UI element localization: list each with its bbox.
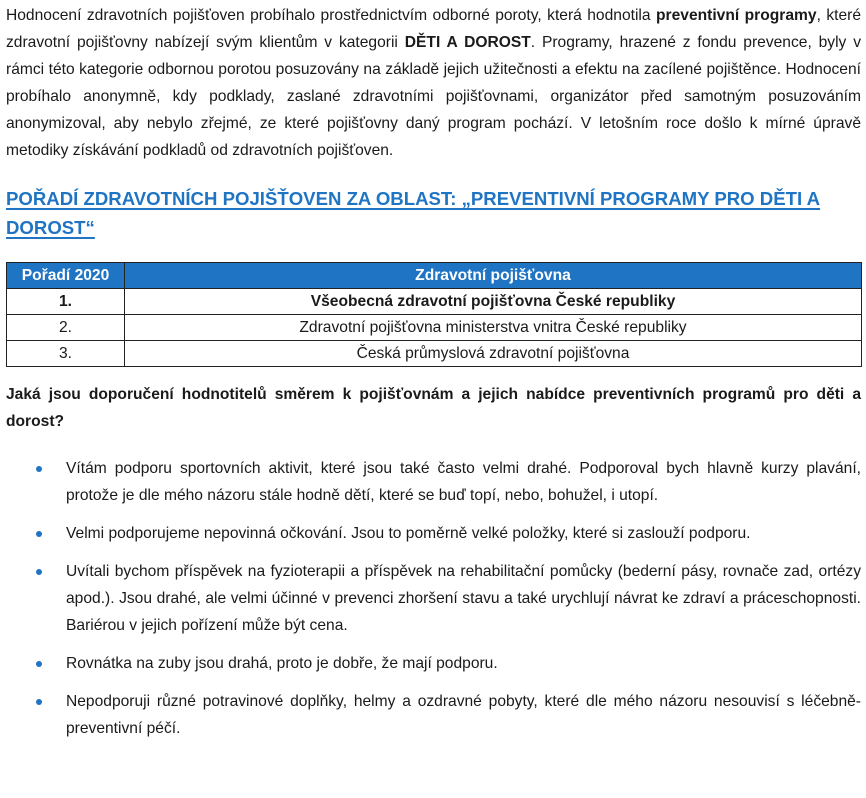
document-page: [6, 0, 861, 753]
insurer-cell: Zdravotní pojišťovna ministerstva vnitra České republiky: [125, 315, 862, 341]
recommendation-text: Rovnátka na zuby jsou drahá, proto je dobře, že mají podporu.: [66, 655, 498, 672]
question-heading: Jaká jsou doporučení hodnotitelů směrem k pojišťovnám a jejich nabídce preventivních programů pro děti a dorost?: [6, 386, 861, 430]
intro-text-2: , které zdravotní pojišťovny nabízejí svým klientům v kategorii: [6, 7, 861, 51]
rank-cell: 3.: [7, 341, 125, 367]
list-item: [6, 558, 861, 639]
recommendation-text: Velmi podporujeme nepovinná očkování. Jsou to poměrně velké položky, které si zaslouží podporu.: [66, 525, 751, 542]
list-item: [6, 688, 861, 742]
recommendation-text: Vítám podporu sportovních aktivit, které jsou také často velmi drahé. Podporoval bych hlavně kurzy plavání, protože je dle mého názoru stále hodně dětí, které se buď topí, nebo, bohužel, i utopí.: [66, 460, 861, 504]
header-insurer: Zdravotní pojišťovna: [125, 263, 862, 289]
list-item: [6, 650, 861, 677]
rank-cell: 1.: [7, 289, 125, 315]
ranking-table: [6, 262, 862, 367]
list-item: [6, 455, 861, 509]
bullet-icon: [36, 661, 42, 667]
insurer-cell: Česká průmyslová zdravotní pojišťovna: [125, 341, 862, 367]
recommendation-text: Uvítali bychom příspěvek na fyzioterapii a příspěvek na rehabilitační pomůcky (bederní pásy, rovnače zad, ortézy apod.). Jsou drahé, ale velmi účinné v prevenci zhoršení stavu a také urychlují návrat ke zdraví a práceschopnosti. Bariérou v jejich pořízení může být cena.: [66, 563, 861, 634]
bullet-icon: [36, 466, 42, 472]
intro-text-1: Hodnocení zdravotních pojišťoven probíhalo prostřednictvím odborné poroty, která hodnotila: [6, 7, 656, 24]
intro-bold-programs: preventivní programy: [656, 7, 817, 24]
table-header-row: [7, 263, 862, 289]
intro-bold-category: DĚTI A DOROST: [404, 34, 531, 51]
insurer-cell: Všeobecná zdravotní pojišťovna České republiky: [125, 289, 862, 315]
table-row: [7, 341, 862, 367]
table-row: [7, 289, 862, 315]
intro-paragraph: [6, 0, 861, 164]
header-rank: Pořadí 2020: [7, 263, 125, 289]
bullet-icon: [36, 569, 42, 575]
intro-text-3: . Programy, hrazené z fondu prevence, byly v rámci této kategorie odbornou porotou posuzovány na základě jejich užitečnosti a efektu na zacílené pojištěnce. Hodnocení probíhalo anonymně, kdy podklady, zaslané zdravotními pojišťovnami, organizátor před samotným posuzováním anonymizoval, aby nebylo zřejmé, ze které pojišťovny daný program pochází. V letošním roce došlo k mírné úpravě metodiky získávání podkladů od zdravotních pojišťoven.: [6, 34, 861, 159]
list-item: [6, 520, 861, 547]
bullet-icon: [36, 699, 42, 705]
recommendations-list: [6, 455, 861, 742]
section-heading: POŘADÍ ZDRAVOTNÍCH POJIŠŤOVEN ZA OBLAST: „PREVENTIVNÍ PROGRAMY PRO DĚTI A DOROST“: [6, 188, 821, 238]
recommendation-text: Nepodporuji různé potravinové doplňky, helmy a ozdravné pobyty, které dle mého názoru nesouvisí s léčebně-preventivní péčí.: [66, 693, 861, 737]
table-row: [7, 315, 862, 341]
bullet-icon: [36, 531, 42, 537]
rank-cell: 2.: [7, 315, 125, 341]
